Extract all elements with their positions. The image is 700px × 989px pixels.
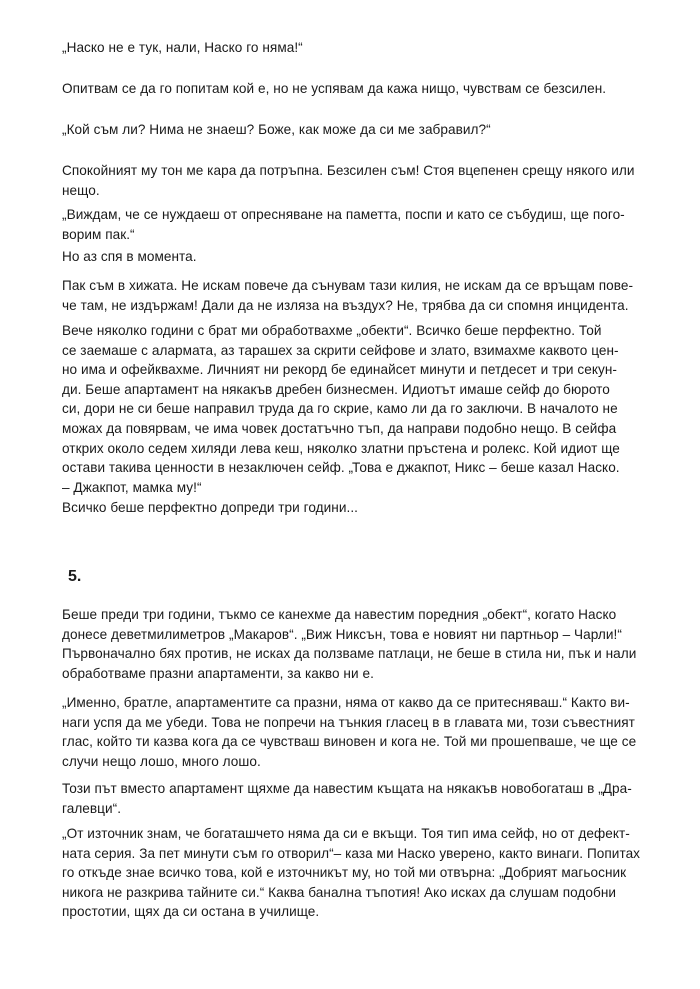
text-line: Пак съм в хижата. Не искам повече да сънувам тази килия, не искам да се връщам пове- bbox=[62, 278, 634, 293]
text-line: „Виждам, че се нуждаеш от опресняване на паметта, поспи и като се събудиш, ще пого- bbox=[62, 207, 625, 222]
paragraph bbox=[62, 276, 632, 315]
text-line: – Джакпот, мамка му!“ bbox=[62, 479, 202, 495]
text-line: си, дори не си беше направил труда да го скрие, камо ли да го заключи. В началото не bbox=[62, 401, 618, 417]
paragraph bbox=[62, 605, 637, 683]
text-line: наги успя да ме убеди. Това не попречи на тънкия гласец в в главата ми, този съвестният bbox=[62, 714, 635, 730]
text-line: „Именно, братле, апартаментите са празни, няма от какво да се притесняваш.“ Както ви- bbox=[62, 695, 630, 710]
text-line: „Кой съм ли? Нима не знаеш? Боже, как може да си ме забравил?“ bbox=[62, 122, 491, 137]
text-line: можах да повярвам, че има човек достатъчно тъп, да направи подобно нещо. В сейфа bbox=[62, 420, 617, 436]
text-line: Опитвам се да го попитам кой е, но не успявам да кажа нищо, чувствам се безсилен. bbox=[62, 81, 607, 96]
paragraph bbox=[62, 498, 632, 518]
text-line: се заемаше с алармата, аз тарашех за скрити сейфове и злато, взимахме каквото цен- bbox=[62, 342, 619, 358]
paragraph bbox=[62, 120, 632, 140]
paragraph bbox=[62, 779, 632, 818]
text-line: но има и офейквахме. Личният ни рекорд бе единайсет минути и петдесет и три секун- bbox=[62, 362, 617, 378]
paragraph bbox=[62, 38, 632, 58]
text-line: Но аз спя в момента. bbox=[62, 249, 197, 264]
text-line: галевци“. bbox=[62, 800, 122, 816]
text-line: никога не разкрива тайните си.“ Каква банална тъпотия! Ако исках да слушам подобни bbox=[62, 884, 617, 900]
text-line: Всичко беше перфектно допреди три години... bbox=[62, 500, 358, 515]
text-line: „От източник знам, че богаташчето няма да си е вкъщи. Тоя тип има сейф, но от дефект- bbox=[62, 826, 630, 841]
text-line: Този път вместо апартамент щяхме да навестим къщата на някакъв новобогаташ в „Дра- bbox=[62, 781, 632, 796]
text-line: Първоначално бях против, не исках да ползваме патлаци, не беше в стила ни, пък и нали bbox=[62, 646, 637, 662]
text-line: глас, който ти казва кога да се чувстваш виновен и кога не. Той ми прошепваше, че ще се bbox=[62, 734, 637, 750]
text-line: ната серия. За пет минути съм го отворил“– каза ми Наско уверено, както винаги. Попитах bbox=[62, 845, 641, 861]
text-line: случи нещо лошо, много лошо. bbox=[62, 753, 261, 769]
paragraph bbox=[62, 824, 641, 922]
text-line: „Наско не е тук, нали, Наско го няма!“ bbox=[62, 40, 303, 55]
text-line: го откъде знае всичко това, кой е източникът му, но той ми отвърна: „Добрият магьосник bbox=[62, 865, 627, 881]
text-line: ворим пак.“ bbox=[62, 226, 135, 242]
text-line: остави такива ценности в незаключен сейф. „Това е джакпот, Никс – беше казал Наско. bbox=[62, 460, 620, 476]
text-line: простотии, щях да си остана в училище. bbox=[62, 904, 320, 920]
paragraph bbox=[62, 321, 632, 497]
text-line: Спокойният му тон ме кара да потръпна. Безсилен съм! Стоя вцепенен срещу някого или bbox=[62, 163, 635, 178]
text-line: че там, не издържам! Дали да не изляза на въздух? Не, трябва да си спомня инцидента. bbox=[62, 297, 629, 313]
paragraph bbox=[62, 693, 637, 771]
text-line: обработваме празни апартаменти, за какво ни е. bbox=[62, 665, 374, 681]
text-line: Беше преди три години, тъкмо се канехме да навестим поредния „обект“, когато Наско bbox=[62, 607, 617, 622]
text-line: Вече няколко години с брат ми обработвахме „обекти“. Всичко беше перфектно. Той bbox=[62, 323, 602, 338]
paragraph bbox=[62, 247, 632, 267]
paragraph bbox=[62, 205, 632, 244]
text-line: ди. Беше апартамент на някакъв дребен бизнесмен. Идиотът имаше сейф до бюрото bbox=[62, 381, 610, 397]
text-line: открих около седем хиляди лева кеш, няколко златни пръстена и ролекс. Кой идиот ще bbox=[62, 440, 620, 456]
text-line: донесе деветмилиметров „Макаров“. „Виж Никсън, това е новият ни партньор – Чарли!“ bbox=[62, 626, 622, 642]
chapter-heading: 5. bbox=[68, 568, 82, 585]
text-line: нещо. bbox=[62, 182, 100, 198]
paragraph bbox=[62, 79, 632, 99]
paragraph bbox=[62, 161, 635, 200]
